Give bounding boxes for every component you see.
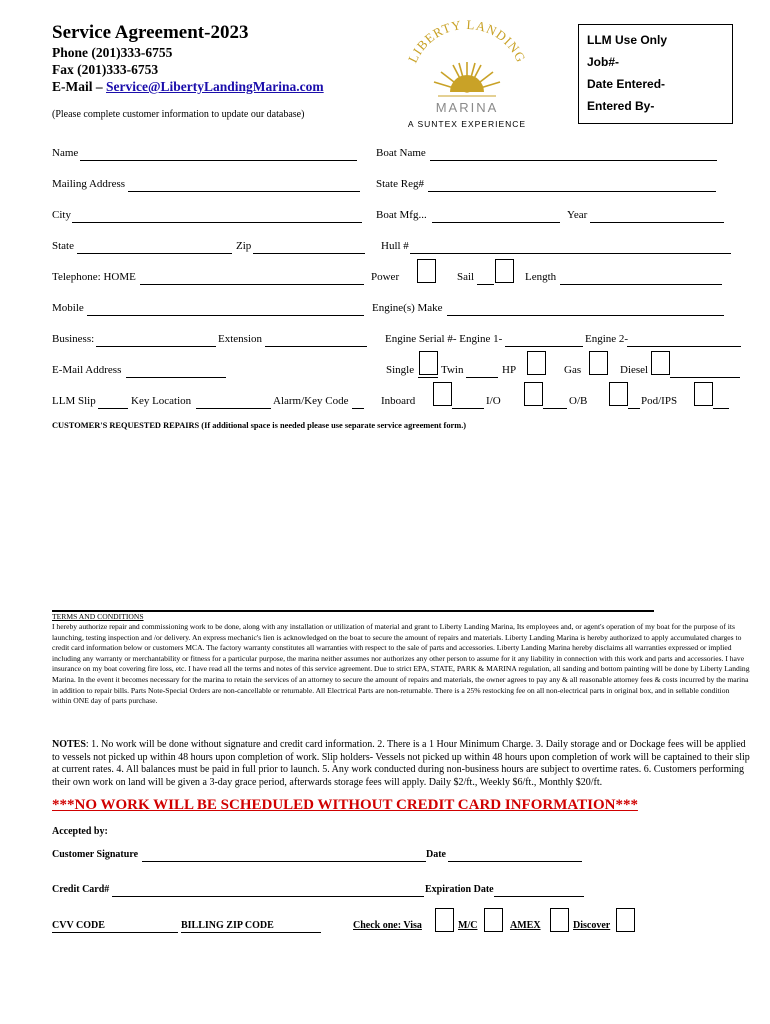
name-label: Name bbox=[52, 147, 79, 159]
boat-mfg-label: Boat Mfg... bbox=[376, 209, 427, 221]
phone-number: Phone (201)333-6755 bbox=[52, 45, 173, 60]
state-reg-field[interactable] bbox=[428, 191, 716, 192]
hp-checkbox[interactable] bbox=[527, 351, 546, 375]
year-field[interactable] bbox=[590, 222, 724, 223]
state-label: State bbox=[52, 240, 74, 252]
pod-label: Pod/IPS bbox=[641, 395, 678, 407]
state-reg-label: State Reg# bbox=[376, 178, 424, 190]
visa-checkbox[interactable] bbox=[435, 908, 454, 932]
logo-marina-text: MARINA bbox=[435, 100, 499, 115]
sail-label: Sail bbox=[457, 271, 475, 283]
llm-job: Job#- bbox=[587, 55, 620, 69]
mailing-field[interactable] bbox=[128, 191, 360, 192]
email-line bbox=[52, 78, 324, 95]
power-label: Power bbox=[371, 271, 400, 283]
credit-card-warning: ***NO WORK WILL BE SCHEDULED WITHOUT CREDIT CARD INFORMATION*** bbox=[52, 797, 638, 813]
billing-zip-label: BILLING ZIP CODE bbox=[181, 920, 274, 931]
discover-checkbox[interactable] bbox=[616, 908, 635, 932]
twin-field[interactable] bbox=[466, 377, 498, 378]
engines-make-field[interactable] bbox=[447, 315, 724, 316]
hull-field[interactable] bbox=[410, 253, 731, 254]
alarm-label: Alarm/Key Code bbox=[273, 395, 349, 407]
boat-name-field[interactable] bbox=[430, 160, 717, 161]
ob-checkbox[interactable] bbox=[609, 382, 628, 406]
diesel-label: Diesel bbox=[620, 364, 649, 376]
mailing-label: Mailing Address bbox=[52, 178, 126, 190]
amex-checkbox[interactable] bbox=[550, 908, 569, 932]
email-link[interactable]: Service@LibertyLandingMarina.com bbox=[106, 79, 324, 94]
email-address-label: E-Mail Address bbox=[52, 364, 122, 376]
key-location-label: Key Location bbox=[131, 395, 192, 407]
zip-field[interactable] bbox=[253, 253, 365, 254]
engine2-label: Engine 2- bbox=[585, 333, 629, 345]
sail-checkbox[interactable] bbox=[495, 259, 514, 283]
zip-label: Zip bbox=[236, 240, 252, 252]
llm-entered-by: Entered By- bbox=[587, 99, 655, 113]
database-note: (Please complete customer information to update our database) bbox=[52, 109, 305, 120]
expiration-date-field[interactable] bbox=[494, 896, 584, 897]
gas-checkbox[interactable] bbox=[589, 351, 608, 375]
cvv-field[interactable] bbox=[52, 932, 178, 933]
key-location-field[interactable] bbox=[196, 408, 271, 409]
date-label: Date bbox=[426, 849, 446, 860]
notes-label: NOTES bbox=[52, 739, 86, 750]
extension-label: Extension bbox=[218, 333, 262, 345]
mc-label: M/C bbox=[458, 920, 478, 931]
mc-checkbox[interactable] bbox=[484, 908, 503, 932]
inboard-field[interactable] bbox=[452, 408, 484, 409]
io-label: I/O bbox=[486, 395, 501, 407]
ob-label: O/B bbox=[569, 395, 588, 407]
city-label: City bbox=[52, 209, 71, 221]
customer-signature-field[interactable] bbox=[142, 861, 426, 862]
diesel-field[interactable] bbox=[670, 377, 740, 378]
length-label: Length bbox=[525, 271, 557, 283]
hp-label: HP bbox=[502, 364, 517, 376]
discover-label: Discover bbox=[573, 920, 611, 931]
customer-signature-label: Customer Signature bbox=[52, 849, 139, 860]
expiration-date-label: Expiration Date bbox=[425, 884, 494, 895]
pod-checkbox[interactable] bbox=[694, 382, 713, 406]
engine1-field[interactable] bbox=[505, 346, 583, 347]
email-prefix: E-Mail – bbox=[52, 79, 106, 94]
diesel-checkbox[interactable] bbox=[651, 351, 670, 375]
engines-make-label: Engine(s) Make bbox=[372, 302, 443, 314]
inboard-label: Inboard bbox=[381, 395, 416, 407]
logo-tagline: A SUNTEX EXPERIENCE bbox=[407, 119, 527, 129]
twin-label: Twin bbox=[441, 364, 464, 376]
length-field[interactable] bbox=[560, 284, 722, 285]
gas-label: Gas bbox=[564, 364, 582, 376]
business-label: Business: bbox=[52, 333, 95, 345]
extension-field[interactable] bbox=[265, 346, 367, 347]
cvv-label: CVV CODE bbox=[52, 920, 105, 931]
notes-body: : 1. No work will be done without signature and credit card information. 2. There is a 1 Hour Minimum Charge. 3. Daily storage and or Dockage fees will be applied to vessels not picked up within 48 hours upon completion of work. Slip holders- Vessels not picked up within 48 hours upon completion of work will be captained to their slip at current rates. 4. All balances must be paid in full prior to launch. 5. Any work conducted during non-business hours are subject to overtime rates. 6. Customers performing their own work on land will be given a 3-day grace period, afterwards storage fees will apply. Daily $2/ft., Weekly $6/ft., Monthly $20/ft. bbox=[52, 739, 750, 788]
terms-body: I hereby authorize repair and commissioning work to be done, along with any installation or utilization of material and grant to Liberty Landing Marina, Its employees and, or agent's operation of my boat for the purpose of its launching, testing inspection and /or delivery. An express mechanic's lien is acknowledged on the boat to secure the amount of repairs and materials. Liberty Landing Marina is hereby authorized to apply accumulated charges to credit card information below or customers MCA. The factory warranty constitutes all warranties with respect to the sale of parts and accessories. Liberty Landing Marina hereby disclaims all warranties expressed or implied including any warranty or merchantability or fitness for a particular purpose, the marina neither assumes nor authorizes any other person to assume for it any liability in connection with this work and parts and accessories. I have insurance on my boat covering fire loss, etc. I have read all the terms and notes of this service agreement. Due to strict EPA, STATE, PARK & MARINA regulation, all sanding and bottom painting will be done by Liberty Landing Marina. In the event it becomes necessary for the marina to retain the services of an attorney to secure the amount of repairs and materials, the owner agrees to pay any & all reasonable attorney fees & costs incurred by the marina in addition to repair bills. Parts Note-Special Orders are non-cancellable or returnable. All Electrical Parts are non-returnable. There is a 25% restocking fee on all non-electrical parts in original box, and in sellable condition within ONE day of parts purchase. bbox=[52, 622, 750, 706]
single-checkbox[interactable] bbox=[419, 351, 438, 375]
city-field[interactable] bbox=[72, 222, 362, 223]
marina-logo bbox=[398, 14, 536, 130]
notes-block bbox=[52, 739, 750, 789]
repairs-text-area[interactable] bbox=[52, 436, 652, 608]
hull-label: Hull # bbox=[381, 240, 409, 252]
email-address-field[interactable] bbox=[126, 377, 226, 378]
amex-label: AMEX bbox=[510, 920, 541, 931]
svg-text:LIBERTY LANDING bbox=[405, 17, 529, 65]
business-field[interactable] bbox=[96, 346, 216, 347]
io-checkbox[interactable] bbox=[524, 382, 543, 406]
telephone-field[interactable] bbox=[140, 284, 364, 285]
mobile-field[interactable] bbox=[87, 315, 364, 316]
state-field[interactable] bbox=[77, 253, 232, 254]
io-field[interactable] bbox=[543, 408, 567, 409]
llm-date-entered: Date Entered- bbox=[587, 77, 666, 91]
terms-heading: TERMS AND CONDITIONS bbox=[52, 612, 144, 621]
logo-arc-text: LIBERTY LANDING bbox=[404, 16, 530, 66]
credit-card-label: Credit Card# bbox=[52, 884, 110, 895]
ob-field[interactable] bbox=[628, 408, 640, 409]
page-title: Service Agreement-2023 bbox=[52, 22, 249, 43]
check-one-visa-label: Check one: Visa bbox=[353, 920, 422, 931]
repairs-heading: CUSTOMER'S REQUESTED REPAIRS (If additional space is needed please use separate service agreement form.) bbox=[52, 421, 467, 430]
telephone-label: Telephone: HOME bbox=[52, 271, 136, 283]
power-checkbox[interactable] bbox=[417, 259, 436, 283]
llm-title: LLM Use Only bbox=[587, 33, 668, 47]
credit-card-field[interactable] bbox=[112, 896, 424, 897]
inboard-checkbox[interactable] bbox=[433, 382, 452, 406]
date-field[interactable] bbox=[448, 861, 582, 862]
llm-slip-field[interactable] bbox=[98, 408, 128, 409]
engine-serial-label: Engine Serial #- Engine 1- bbox=[385, 333, 503, 345]
boat-mfg-field[interactable] bbox=[432, 222, 560, 223]
engine2-field[interactable] bbox=[627, 346, 741, 347]
mobile-label: Mobile bbox=[52, 302, 84, 314]
fax-number: Fax (201)333-6753 bbox=[52, 62, 159, 77]
year-label: Year bbox=[567, 209, 588, 221]
sail-underline bbox=[477, 284, 494, 285]
single-field[interactable] bbox=[418, 377, 438, 378]
single-label: Single bbox=[386, 364, 415, 376]
pod-field[interactable] bbox=[713, 408, 729, 409]
accepted-by-label: Accepted by: bbox=[52, 826, 108, 837]
name-field[interactable] bbox=[80, 160, 357, 161]
boat-name-label: Boat Name bbox=[376, 147, 426, 159]
llm-use-only-box bbox=[578, 24, 733, 124]
alarm-field[interactable] bbox=[352, 408, 364, 409]
llm-slip-label: LLM Slip bbox=[52, 395, 96, 407]
billing-zip-field[interactable] bbox=[181, 932, 321, 933]
